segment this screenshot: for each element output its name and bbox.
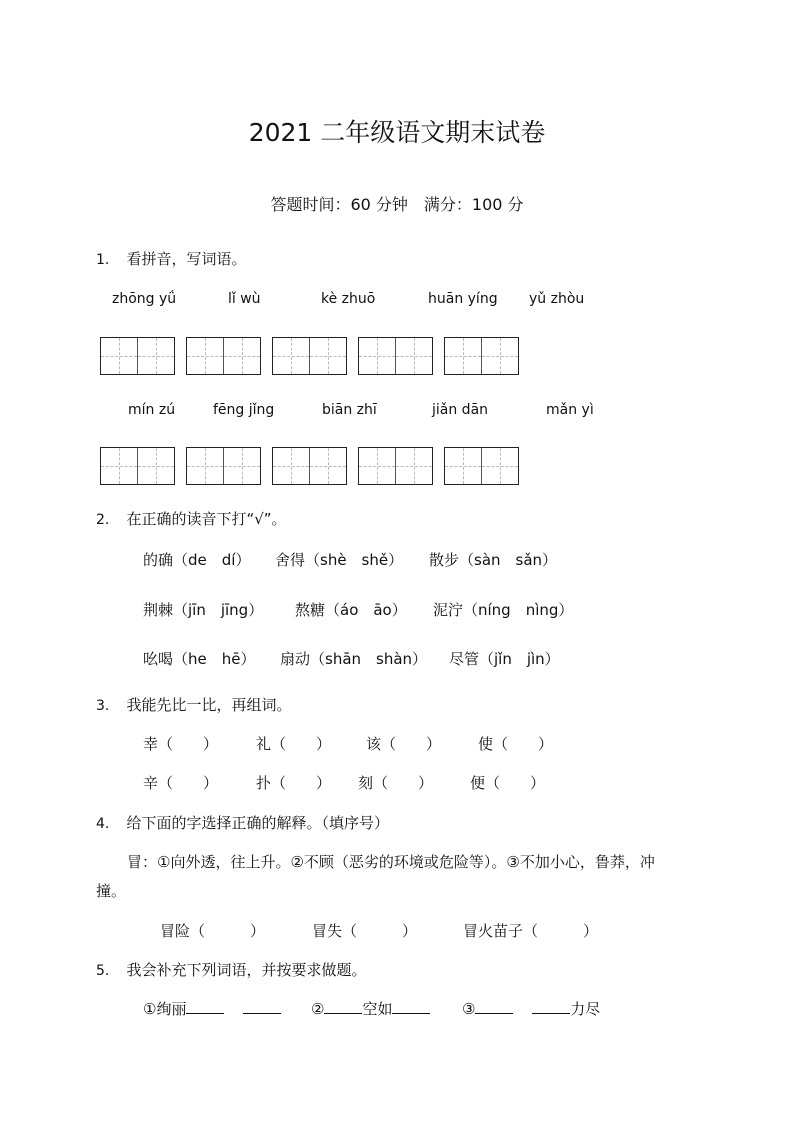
question-2-header bbox=[96, 508, 287, 529]
reading-item: 泥泞（níng nìng） bbox=[433, 601, 574, 619]
writing-box[interactable] bbox=[100, 337, 175, 375]
choice-item: 冒险（ ） bbox=[160, 922, 266, 940]
pinyin-6: mín zú bbox=[128, 402, 176, 418]
pinyin-3: kè zhuō bbox=[321, 291, 376, 307]
reading-item: 荆棘（jīn jīng） bbox=[143, 601, 264, 619]
idiom-prefix: ③ bbox=[462, 1000, 476, 1018]
question-number: 1. bbox=[96, 252, 110, 268]
question-text: 给下面的字选择正确的解释。（填序号） bbox=[126, 814, 389, 832]
exam-info: 答题时间：60 分钟 满分：100 分 bbox=[270, 195, 524, 214]
question-4-header bbox=[96, 812, 389, 833]
idiom-suffix: 力尽 bbox=[570, 1000, 601, 1018]
question-number: 2. bbox=[96, 512, 110, 528]
writing-box[interactable] bbox=[358, 337, 433, 375]
idiom-prefix: ①绚丽 bbox=[143, 1000, 187, 1018]
definition-text: 冒：①向外透，往上升。②不顾（恶劣的环境或危险等）。③不加小心，鲁莽，冲 bbox=[127, 853, 655, 871]
question-1-header bbox=[96, 248, 246, 269]
choice-item: 冒失（ ） bbox=[312, 922, 418, 940]
fill-blank[interactable] bbox=[392, 999, 430, 1014]
question-number: 5. bbox=[96, 963, 110, 979]
idiom-item-3 bbox=[462, 998, 600, 1019]
pinyin-2: lǐ wù bbox=[228, 291, 261, 307]
question-text: 看拼音，写词语。 bbox=[126, 250, 247, 268]
reading-item: 熬糖（áo āo） bbox=[295, 601, 407, 619]
fill-blank[interactable] bbox=[186, 999, 224, 1014]
word-item: 使（ ） bbox=[478, 735, 554, 753]
word-item: 刻（ ） bbox=[358, 774, 434, 792]
word-item: 该（ ） bbox=[366, 735, 442, 753]
writing-box[interactable] bbox=[444, 447, 519, 485]
writing-box[interactable] bbox=[444, 337, 519, 375]
writing-box[interactable] bbox=[358, 447, 433, 485]
fill-blank[interactable] bbox=[324, 999, 362, 1014]
writing-box[interactable] bbox=[100, 447, 175, 485]
idiom-item-2 bbox=[311, 998, 430, 1019]
pinyin-1: zhōng yǘ bbox=[112, 291, 177, 307]
writing-box[interactable] bbox=[272, 447, 347, 485]
reading-item: 吆喝（he hē） bbox=[143, 650, 256, 668]
reading-item: 扇动（shān shàn） bbox=[280, 650, 428, 668]
question-5-header bbox=[96, 959, 366, 980]
writing-box[interactable] bbox=[186, 337, 261, 375]
fill-blank[interactable] bbox=[243, 999, 281, 1014]
word-item: 幸（ ） bbox=[143, 735, 219, 753]
pinyin-8: biān zhī bbox=[322, 402, 377, 418]
writing-box[interactable] bbox=[186, 447, 261, 485]
definition-text-continued: 撞。 bbox=[96, 882, 127, 900]
reading-item: 散步（sàn sǎn） bbox=[429, 551, 558, 569]
reading-item: 尽管（jǐn jìn） bbox=[449, 650, 560, 668]
idiom-middle: 空如 bbox=[362, 1000, 393, 1018]
reading-item: 舍得（shè shě） bbox=[275, 551, 404, 569]
idiom-prefix: ② bbox=[311, 1000, 325, 1018]
reading-item: 的确（de dí） bbox=[143, 551, 251, 569]
pinyin-10: mǎn yì bbox=[546, 402, 594, 418]
question-text: 在正确的读音下打“√”。 bbox=[126, 510, 287, 528]
page-title: 2021 二年级语文期末试卷 bbox=[248, 118, 546, 147]
pinyin-4: huān yíng bbox=[428, 291, 498, 307]
fill-blank[interactable] bbox=[532, 999, 570, 1014]
pinyin-5: yǔ zhòu bbox=[529, 291, 585, 307]
word-item: 便（ ） bbox=[470, 774, 546, 792]
question-number: 3. bbox=[96, 698, 110, 714]
word-item: 礼（ ） bbox=[256, 735, 332, 753]
choice-item: 冒火苗子（ ） bbox=[463, 922, 599, 940]
pinyin-7: fēng jǐng bbox=[213, 402, 275, 418]
word-item: 扑（ ） bbox=[256, 774, 332, 792]
question-text: 我能先比一比，再组词。 bbox=[126, 696, 292, 714]
word-item: 辛（ ） bbox=[143, 774, 219, 792]
pinyin-9: jiǎn dān bbox=[432, 402, 489, 418]
fill-blank[interactable] bbox=[475, 999, 513, 1014]
idiom-item-1 bbox=[143, 998, 281, 1019]
question-number: 4. bbox=[96, 816, 110, 832]
question-3-header bbox=[96, 694, 291, 715]
question-text: 我会补充下列词语，并按要求做题。 bbox=[126, 961, 367, 979]
writing-box[interactable] bbox=[272, 337, 347, 375]
